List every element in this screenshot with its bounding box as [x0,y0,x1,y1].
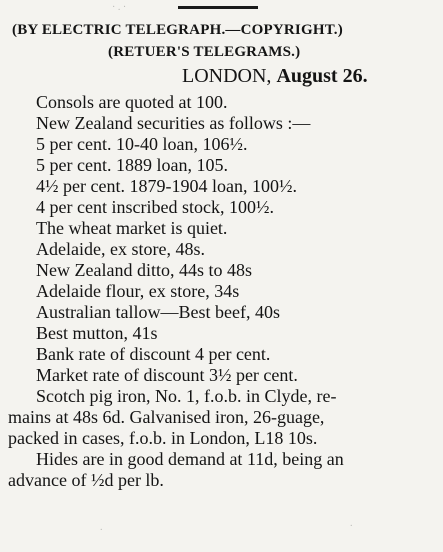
paragraph-pig-iron-line-1: Scotch pig iron, No. 1, f.o.b. in Clyde, re- [36,386,337,406]
item-tallow-beef: Australian tallow—Best beef, 40s [36,302,280,322]
item-loan-1879-1904: 4½ per cent. 1879-1904 loan, 100½. [36,176,297,196]
item-adelaide-wheat: Adelaide, ex store, 48s. [36,239,205,259]
paragraph-hides-line-2: advance of ½d per lb. [8,470,164,490]
item-consols: Consols are quoted at 100. [36,92,228,112]
item-loan-1889: 5 per cent. 1889 loan, 105. [36,155,228,175]
item-adelaide-flour: Adelaide flour, ex store, 34s [36,281,240,301]
item-nz-wheat: New Zealand ditto, 44s to 48s [36,260,252,280]
paragraph-pig-iron-line-3: packed in cases, f.o.b. in London, L18 10s. [8,428,318,448]
item-inscribed-stock: 4 per cent inscribed stock, 100½. [36,197,274,217]
item-bank-rate: Bank rate of discount 4 per cent. [36,344,271,364]
top-divider-rule [178,6,258,9]
dateline-city: LONDON, [182,65,272,87]
item-nz-securities: New Zealand securities as follows :— [36,113,311,133]
paragraph-pig-iron-line-2: mains at 48s 6d. Galvanised iron, 26-guage, [8,407,325,427]
item-mutton: Best mutton, 41s [36,323,158,343]
header-line-2: (RETUER'S TELEGRAMS.) [108,44,301,60]
print-specks: · . · [112,2,127,13]
dateline [182,66,368,86]
paragraph-hides-line-1: Hides are in good demand at 11d, being an [36,449,344,469]
item-market-rate: Market rate of discount 3½ per cent. [36,365,298,385]
print-specks: . [100,522,103,533]
header-line-1: (BY ELECTRIC TELEGRAPH.—COPYRIGHT.) [12,22,343,38]
item-wheat-market: The wheat market is quiet. [36,218,228,238]
item-loan-10-40: 5 per cent. 10-40 loan, 106½. [36,134,248,154]
dateline-date: August 26. [276,65,368,87]
print-specks: . [350,518,353,529]
